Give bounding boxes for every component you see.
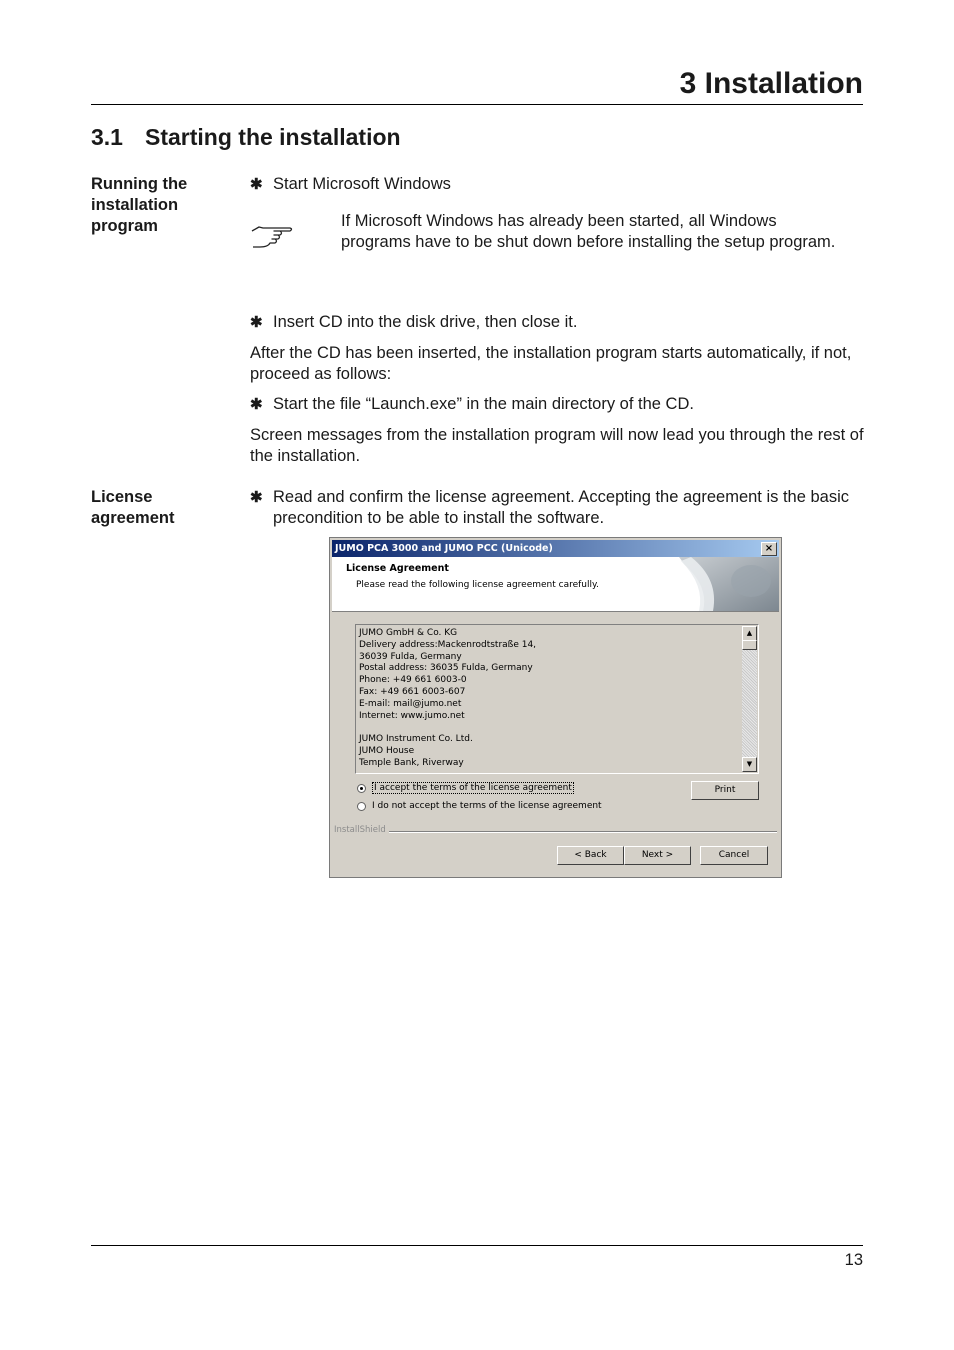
radio-accept-dot[interactable] [357, 784, 366, 793]
scroll-up-icon[interactable]: ▲ [742, 626, 757, 641]
license-line: 36039 Fulda, Germany [359, 651, 462, 662]
step-license [250, 487, 864, 529]
margin-label-line: installation [91, 196, 179, 214]
step-text: Read and confirm the license agreement. Accepting the agreement is the basic precondition to be able to install the software. [273, 488, 850, 527]
step-insert-cd [250, 312, 864, 333]
page-number: 13 [844, 1251, 863, 1269]
header-rule [91, 104, 863, 105]
radio-decline[interactable] [357, 801, 602, 811]
license-text-box[interactable] [355, 624, 759, 774]
margin-label-line: program [91, 217, 158, 235]
note-text: If Microsoft Windows has already been started, all Windows programs have to be shut down before installing the setup program. [341, 212, 836, 251]
step-launch-exe [250, 394, 864, 415]
license-dialog [329, 537, 782, 878]
step-text: Insert CD into the disk drive, then close it. [273, 313, 578, 331]
section-title: Starting the installation [145, 124, 401, 150]
license-line: Internet: www.jumo.net [359, 710, 465, 721]
print-button[interactable]: Print [691, 781, 759, 800]
license-line: JUMO Instrument Co. Ltd. [359, 734, 473, 745]
dialog-title: JUMO PCA 3000 and JUMO PCC (Unicode) [335, 543, 553, 554]
asterisk-icon: ✱ [250, 314, 263, 331]
installshield-art-icon [679, 557, 779, 611]
scroll-down-icon[interactable]: ▼ [742, 757, 757, 772]
scroll-thumb[interactable] [742, 640, 757, 650]
license-text [359, 628, 740, 770]
asterisk-icon: ✱ [250, 396, 263, 413]
pointing-hand-icon [250, 222, 296, 252]
footer-rule [91, 1245, 863, 1246]
radio-accept-label: I accept the terms of the license agreement [374, 783, 572, 793]
margin-label-license [91, 487, 231, 529]
cancel-button[interactable]: Cancel [700, 846, 768, 865]
license-scrollbar[interactable] [742, 626, 757, 772]
close-button[interactable]: × [761, 542, 777, 556]
license-line: Delivery address:Mackenrodtstraße 14, [359, 639, 537, 650]
header-title: License Agreement [346, 563, 449, 574]
radio-accept[interactable] [357, 782, 574, 794]
radio-decline-dot[interactable] [357, 802, 366, 811]
margin-label-line: License [91, 488, 153, 506]
dialog-titlebar [332, 540, 779, 557]
license-line: Temple Bank, Riverway [359, 757, 464, 768]
section-heading [91, 122, 401, 152]
license-line: Fax: +49 661 6003-607 [359, 686, 466, 697]
dialog-separator [334, 831, 777, 833]
license-line: JUMO House [359, 745, 415, 756]
section-number: 3.1 [91, 124, 123, 150]
installshield-label: InstallShield [334, 825, 389, 835]
chapter-title: 3 Installation [679, 67, 863, 100]
margin-label-running [91, 174, 231, 237]
license-line: Postal address: 36035 Fulda, Germany [359, 663, 533, 674]
paragraph-autostart: After the CD has been inserted, the installation program starts automatically, if not, proceed as follows: [250, 344, 852, 383]
step-start-windows [250, 174, 864, 195]
paragraph-screen-messages: Screen messages from the installation program will now lead you through the rest of the installation. [250, 426, 864, 465]
asterisk-icon: ✱ [250, 489, 263, 506]
back-button[interactable]: < Back [557, 846, 624, 865]
license-line: E-mail: mail@jumo.net [359, 698, 462, 709]
license-line-blank [359, 722, 740, 734]
asterisk-icon: ✱ [250, 176, 263, 193]
radio-decline-label: I do not accept the terms of the license agreement [372, 801, 602, 811]
margin-label-line: agreement [91, 509, 175, 527]
header-subtitle: Please read the following license agreement carefully. [356, 580, 599, 590]
license-line: JUMO GmbH & Co. KG [359, 628, 458, 638]
license-line: Phone: +49 661 6003-0 [359, 675, 467, 686]
margin-label-line: Running the [91, 175, 188, 193]
dialog-header [332, 557, 779, 612]
step-text: Start Microsoft Windows [273, 175, 451, 193]
next-button[interactable]: Next > [624, 846, 691, 865]
step-text: Start the file “Launch.exe” in the main directory of the CD. [273, 395, 694, 413]
